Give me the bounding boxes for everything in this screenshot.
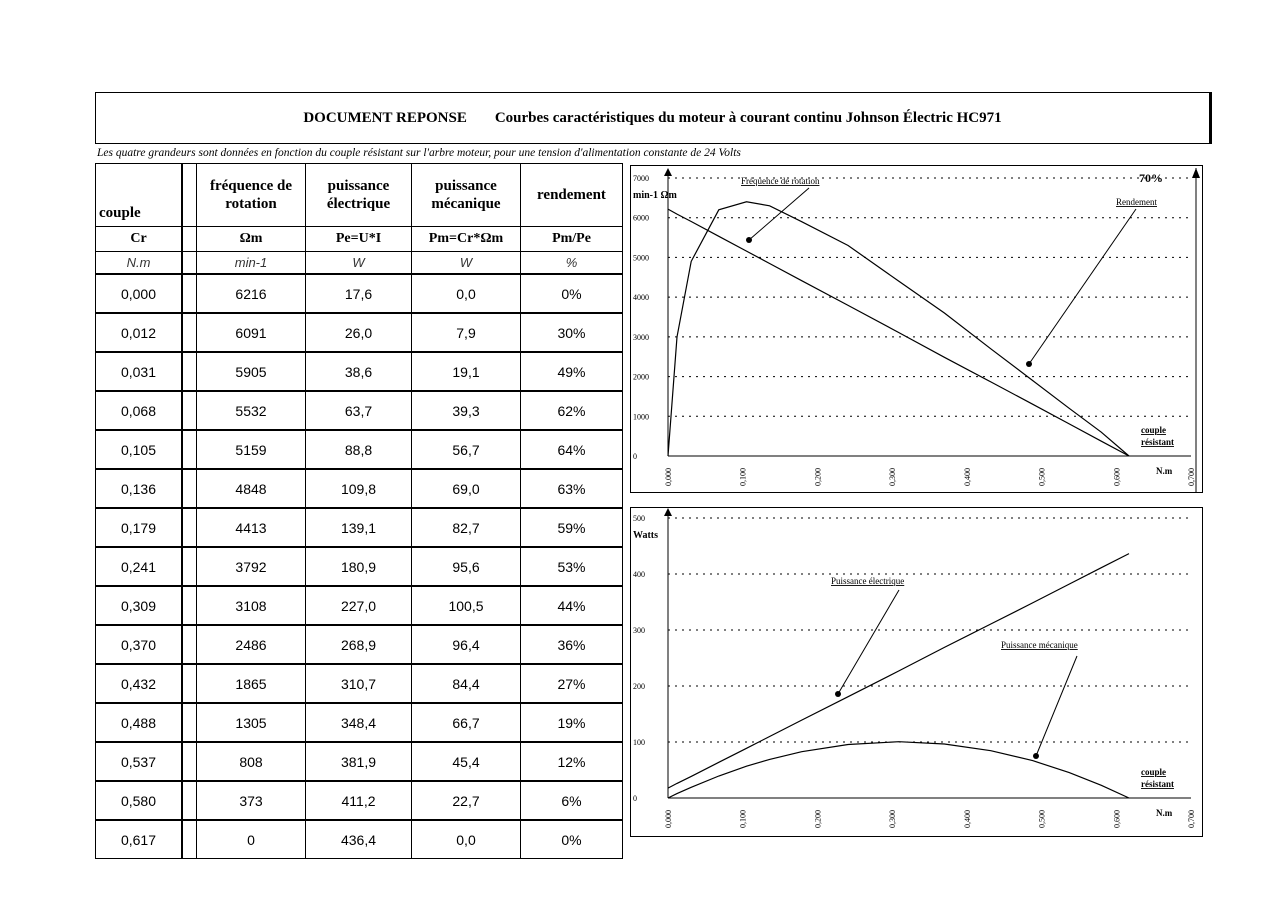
symbol: Ωm bbox=[197, 227, 306, 252]
table-cell: 0,0 bbox=[412, 820, 521, 859]
y-tick-label: 7000 bbox=[633, 174, 649, 183]
table-cell: 62% bbox=[521, 391, 623, 430]
table-cell: 12% bbox=[521, 742, 623, 781]
table-cell: 5532 bbox=[197, 391, 306, 430]
y2-axis-arrow-icon bbox=[1192, 168, 1200, 178]
symbol: Pe=U*I bbox=[306, 227, 412, 252]
table-cell: 436,4 bbox=[306, 820, 412, 859]
annotation-arrow bbox=[838, 590, 899, 694]
table-cell: 0,537 bbox=[96, 742, 183, 781]
x-axis-label: N.m bbox=[1156, 466, 1173, 476]
table-cell: 4413 bbox=[197, 508, 306, 547]
table-cell: 310,7 bbox=[306, 664, 412, 703]
y-tick-label: 300 bbox=[633, 626, 645, 635]
table-cell: 4848 bbox=[197, 469, 306, 508]
table-cell: 0,136 bbox=[96, 469, 183, 508]
table-cell: 88,8 bbox=[306, 430, 412, 469]
table-cell: 0 bbox=[197, 820, 306, 859]
table-cell: 0,580 bbox=[96, 781, 183, 820]
table-cell: 348,4 bbox=[306, 703, 412, 742]
table-cell: 0,617 bbox=[96, 820, 183, 859]
table-cell: 2486 bbox=[197, 625, 306, 664]
table-cell: 6% bbox=[521, 781, 623, 820]
series-line-1 bbox=[668, 202, 1129, 456]
table-cell: 63% bbox=[521, 469, 623, 508]
x-tick-label: 0,600 bbox=[1112, 468, 1122, 486]
x-tick-label: 0,700 bbox=[1187, 468, 1196, 486]
table-cell: 56,7 bbox=[412, 430, 521, 469]
x-tick-label: 0,200 bbox=[813, 810, 823, 828]
x-tick-label: 0,000 bbox=[664, 468, 673, 486]
table-cell: 36% bbox=[521, 625, 623, 664]
table-cell: 95,6 bbox=[412, 547, 521, 586]
y-tick-label: 400 bbox=[633, 570, 645, 579]
x-tick-label: 0,300 bbox=[888, 468, 898, 486]
symbol: Pm/Pe bbox=[521, 227, 623, 252]
col-header: puissance mécanique bbox=[412, 164, 521, 227]
x-axis-note: résistant bbox=[1141, 779, 1174, 789]
series-line-0 bbox=[668, 209, 1129, 456]
y-tick-label: 0 bbox=[633, 452, 637, 461]
x-tick-label: 0,600 bbox=[1112, 810, 1122, 828]
series-label: Fréquence de rotation bbox=[741, 176, 820, 186]
col-header: rendement bbox=[521, 164, 623, 227]
arrow-head-icon bbox=[1033, 753, 1039, 759]
table-row bbox=[96, 703, 623, 742]
x-tick-label: 0,500 bbox=[1037, 810, 1047, 828]
table-row bbox=[96, 352, 623, 391]
table-row bbox=[96, 391, 623, 430]
table-cell: 100,5 bbox=[412, 586, 521, 625]
table-cell: 5159 bbox=[197, 430, 306, 469]
table-cell: 0,370 bbox=[96, 625, 183, 664]
table-cell: 0,068 bbox=[96, 391, 183, 430]
table-row bbox=[96, 586, 623, 625]
table-cell: 0% bbox=[521, 820, 623, 859]
col-header: fréquence de rotation bbox=[197, 164, 306, 227]
table-cell: 373 bbox=[197, 781, 306, 820]
table-row bbox=[96, 625, 623, 664]
table-row bbox=[96, 664, 623, 703]
arrow-head-icon bbox=[746, 237, 752, 243]
arrow-head-icon bbox=[835, 691, 841, 697]
table-row bbox=[96, 820, 623, 859]
table-cell: 64% bbox=[521, 430, 623, 469]
table-cell: 69,0 bbox=[412, 469, 521, 508]
symbol: Cr bbox=[96, 227, 183, 252]
y-tick-label: 6000 bbox=[633, 213, 649, 223]
x-tick-label: 0,700 bbox=[1187, 810, 1196, 828]
series-label: Puissance mécanique bbox=[1001, 640, 1078, 650]
unit: W bbox=[412, 252, 521, 275]
table-cell: 38,6 bbox=[306, 352, 412, 391]
x-axis-label: N.m bbox=[1156, 808, 1173, 818]
unit: W bbox=[306, 252, 412, 275]
table-cell: 0% bbox=[521, 274, 623, 313]
table-cell: 0,000 bbox=[96, 274, 183, 313]
document-header bbox=[95, 92, 1212, 144]
annotation-arrow bbox=[1036, 656, 1077, 756]
data-table bbox=[95, 163, 623, 859]
note: Les quatre grandeurs sont données en fonction du couple résistant sur l'arbre moteur, pour une tension d'alimentation constante de 24 Volts bbox=[97, 147, 741, 159]
y-tick-label: 500 bbox=[633, 514, 645, 523]
series-line-0 bbox=[668, 554, 1129, 789]
x-tick-label: 0,100 bbox=[738, 810, 748, 828]
table-cell: 808 bbox=[197, 742, 306, 781]
table-cell: 0,241 bbox=[96, 547, 183, 586]
table-row bbox=[96, 508, 623, 547]
table-cell: 0,105 bbox=[96, 430, 183, 469]
table-cell: 1305 bbox=[197, 703, 306, 742]
symbol: Pm=Cr*Ωm bbox=[412, 227, 521, 252]
table-cell: 3108 bbox=[197, 586, 306, 625]
table-cell: 84,4 bbox=[412, 664, 521, 703]
table-cell: 19,1 bbox=[412, 352, 521, 391]
table-cell: 6091 bbox=[197, 313, 306, 352]
table-cell: 411,2 bbox=[306, 781, 412, 820]
table-cell: 19% bbox=[521, 703, 623, 742]
arrow-head-icon bbox=[1026, 361, 1032, 367]
y-axis-arrow-icon bbox=[664, 508, 672, 516]
series-line-1 bbox=[668, 742, 1129, 798]
table-cell: 63,7 bbox=[306, 391, 412, 430]
table-cell: 39,3 bbox=[412, 391, 521, 430]
series-label: Puissance électrique bbox=[831, 576, 905, 586]
annotation-arrow bbox=[749, 188, 809, 240]
y-tick-label: 0 bbox=[633, 794, 637, 803]
table-cell: 45,4 bbox=[412, 742, 521, 781]
table-cell: 96,4 bbox=[412, 625, 521, 664]
table-cell: 3792 bbox=[197, 547, 306, 586]
y2-axis-label: 70% bbox=[1139, 171, 1163, 185]
table-cell: 268,9 bbox=[306, 625, 412, 664]
table-cell: 6216 bbox=[197, 274, 306, 313]
table-row bbox=[96, 430, 623, 469]
table-cell: 27% bbox=[521, 664, 623, 703]
table-cell: 0,031 bbox=[96, 352, 183, 391]
chart-power bbox=[630, 507, 1203, 837]
y-tick-label: 5000 bbox=[633, 253, 649, 263]
table-row bbox=[96, 547, 623, 586]
x-axis-note: couple bbox=[1141, 767, 1167, 777]
table-cell: 109,8 bbox=[306, 469, 412, 508]
col-header: puissance électrique bbox=[306, 164, 412, 227]
y-tick-label: 100 bbox=[633, 738, 645, 747]
chart-speed-efficiency bbox=[630, 165, 1203, 493]
x-tick-label: 0,400 bbox=[962, 810, 972, 828]
table-cell: 53% bbox=[521, 547, 623, 586]
table-row bbox=[96, 313, 623, 352]
x-tick-label: 0,300 bbox=[888, 810, 898, 828]
x-tick-label: 0,000 bbox=[664, 810, 673, 828]
x-tick-label: 0,100 bbox=[738, 468, 748, 486]
document-title: DOCUMENT REPONSE bbox=[303, 109, 467, 126]
table-cell: 59% bbox=[521, 508, 623, 547]
x-tick-label: 0,200 bbox=[813, 468, 823, 486]
table-cell: 1865 bbox=[197, 664, 306, 703]
y-tick-label: 2000 bbox=[633, 372, 649, 382]
table-cell: 0,309 bbox=[96, 586, 183, 625]
table-cell: 5905 bbox=[197, 352, 306, 391]
table-cell: 7,9 bbox=[412, 313, 521, 352]
table-cell: 0,012 bbox=[96, 313, 183, 352]
y-axis-label: min-1 Ωm bbox=[633, 190, 677, 201]
series-label: Rendement bbox=[1116, 197, 1157, 207]
table-cell: 30% bbox=[521, 313, 623, 352]
col-header: couple bbox=[96, 164, 183, 227]
table-cell: 0,0 bbox=[412, 274, 521, 313]
x-tick-label: 0,500 bbox=[1037, 468, 1047, 486]
table-row bbox=[96, 274, 623, 313]
table-cell: 139,1 bbox=[306, 508, 412, 547]
table-cell: 49% bbox=[521, 352, 623, 391]
unit: % bbox=[521, 252, 623, 275]
table-row bbox=[96, 781, 623, 820]
y-axis-arrow-icon bbox=[664, 168, 672, 176]
y-tick-label: 4000 bbox=[633, 293, 649, 303]
table-cell: 26,0 bbox=[306, 313, 412, 352]
annotation-arrow bbox=[1029, 209, 1136, 364]
table-cell: 0,432 bbox=[96, 664, 183, 703]
table-row bbox=[96, 742, 623, 781]
y-tick-label: 1000 bbox=[633, 412, 649, 422]
table-cell: 381,9 bbox=[306, 742, 412, 781]
x-axis-note: couple bbox=[1141, 425, 1167, 435]
y-tick-label: 200 bbox=[633, 682, 645, 691]
table-cell: 0,488 bbox=[96, 703, 183, 742]
x-axis-note: résistant bbox=[1141, 437, 1174, 447]
table-cell: 66,7 bbox=[412, 703, 521, 742]
x-tick-label: 0,400 bbox=[962, 468, 972, 486]
table-cell: 180,9 bbox=[306, 547, 412, 586]
y-axis-label: Watts bbox=[633, 530, 658, 541]
table-cell: 22,7 bbox=[412, 781, 521, 820]
y-tick-label: 3000 bbox=[633, 332, 649, 342]
table-cell: 227,0 bbox=[306, 586, 412, 625]
document-subtitle: Courbes caractéristiques du moteur à courant continu Johnson Électric HC971 bbox=[494, 109, 1002, 126]
table-cell: 44% bbox=[521, 586, 623, 625]
table-row bbox=[96, 469, 623, 508]
table-cell: 17,6 bbox=[306, 274, 412, 313]
table-cell: 82,7 bbox=[412, 508, 521, 547]
table-cell: 0,179 bbox=[96, 508, 183, 547]
unit: min-1 bbox=[197, 252, 306, 275]
unit: N.m bbox=[96, 252, 183, 275]
